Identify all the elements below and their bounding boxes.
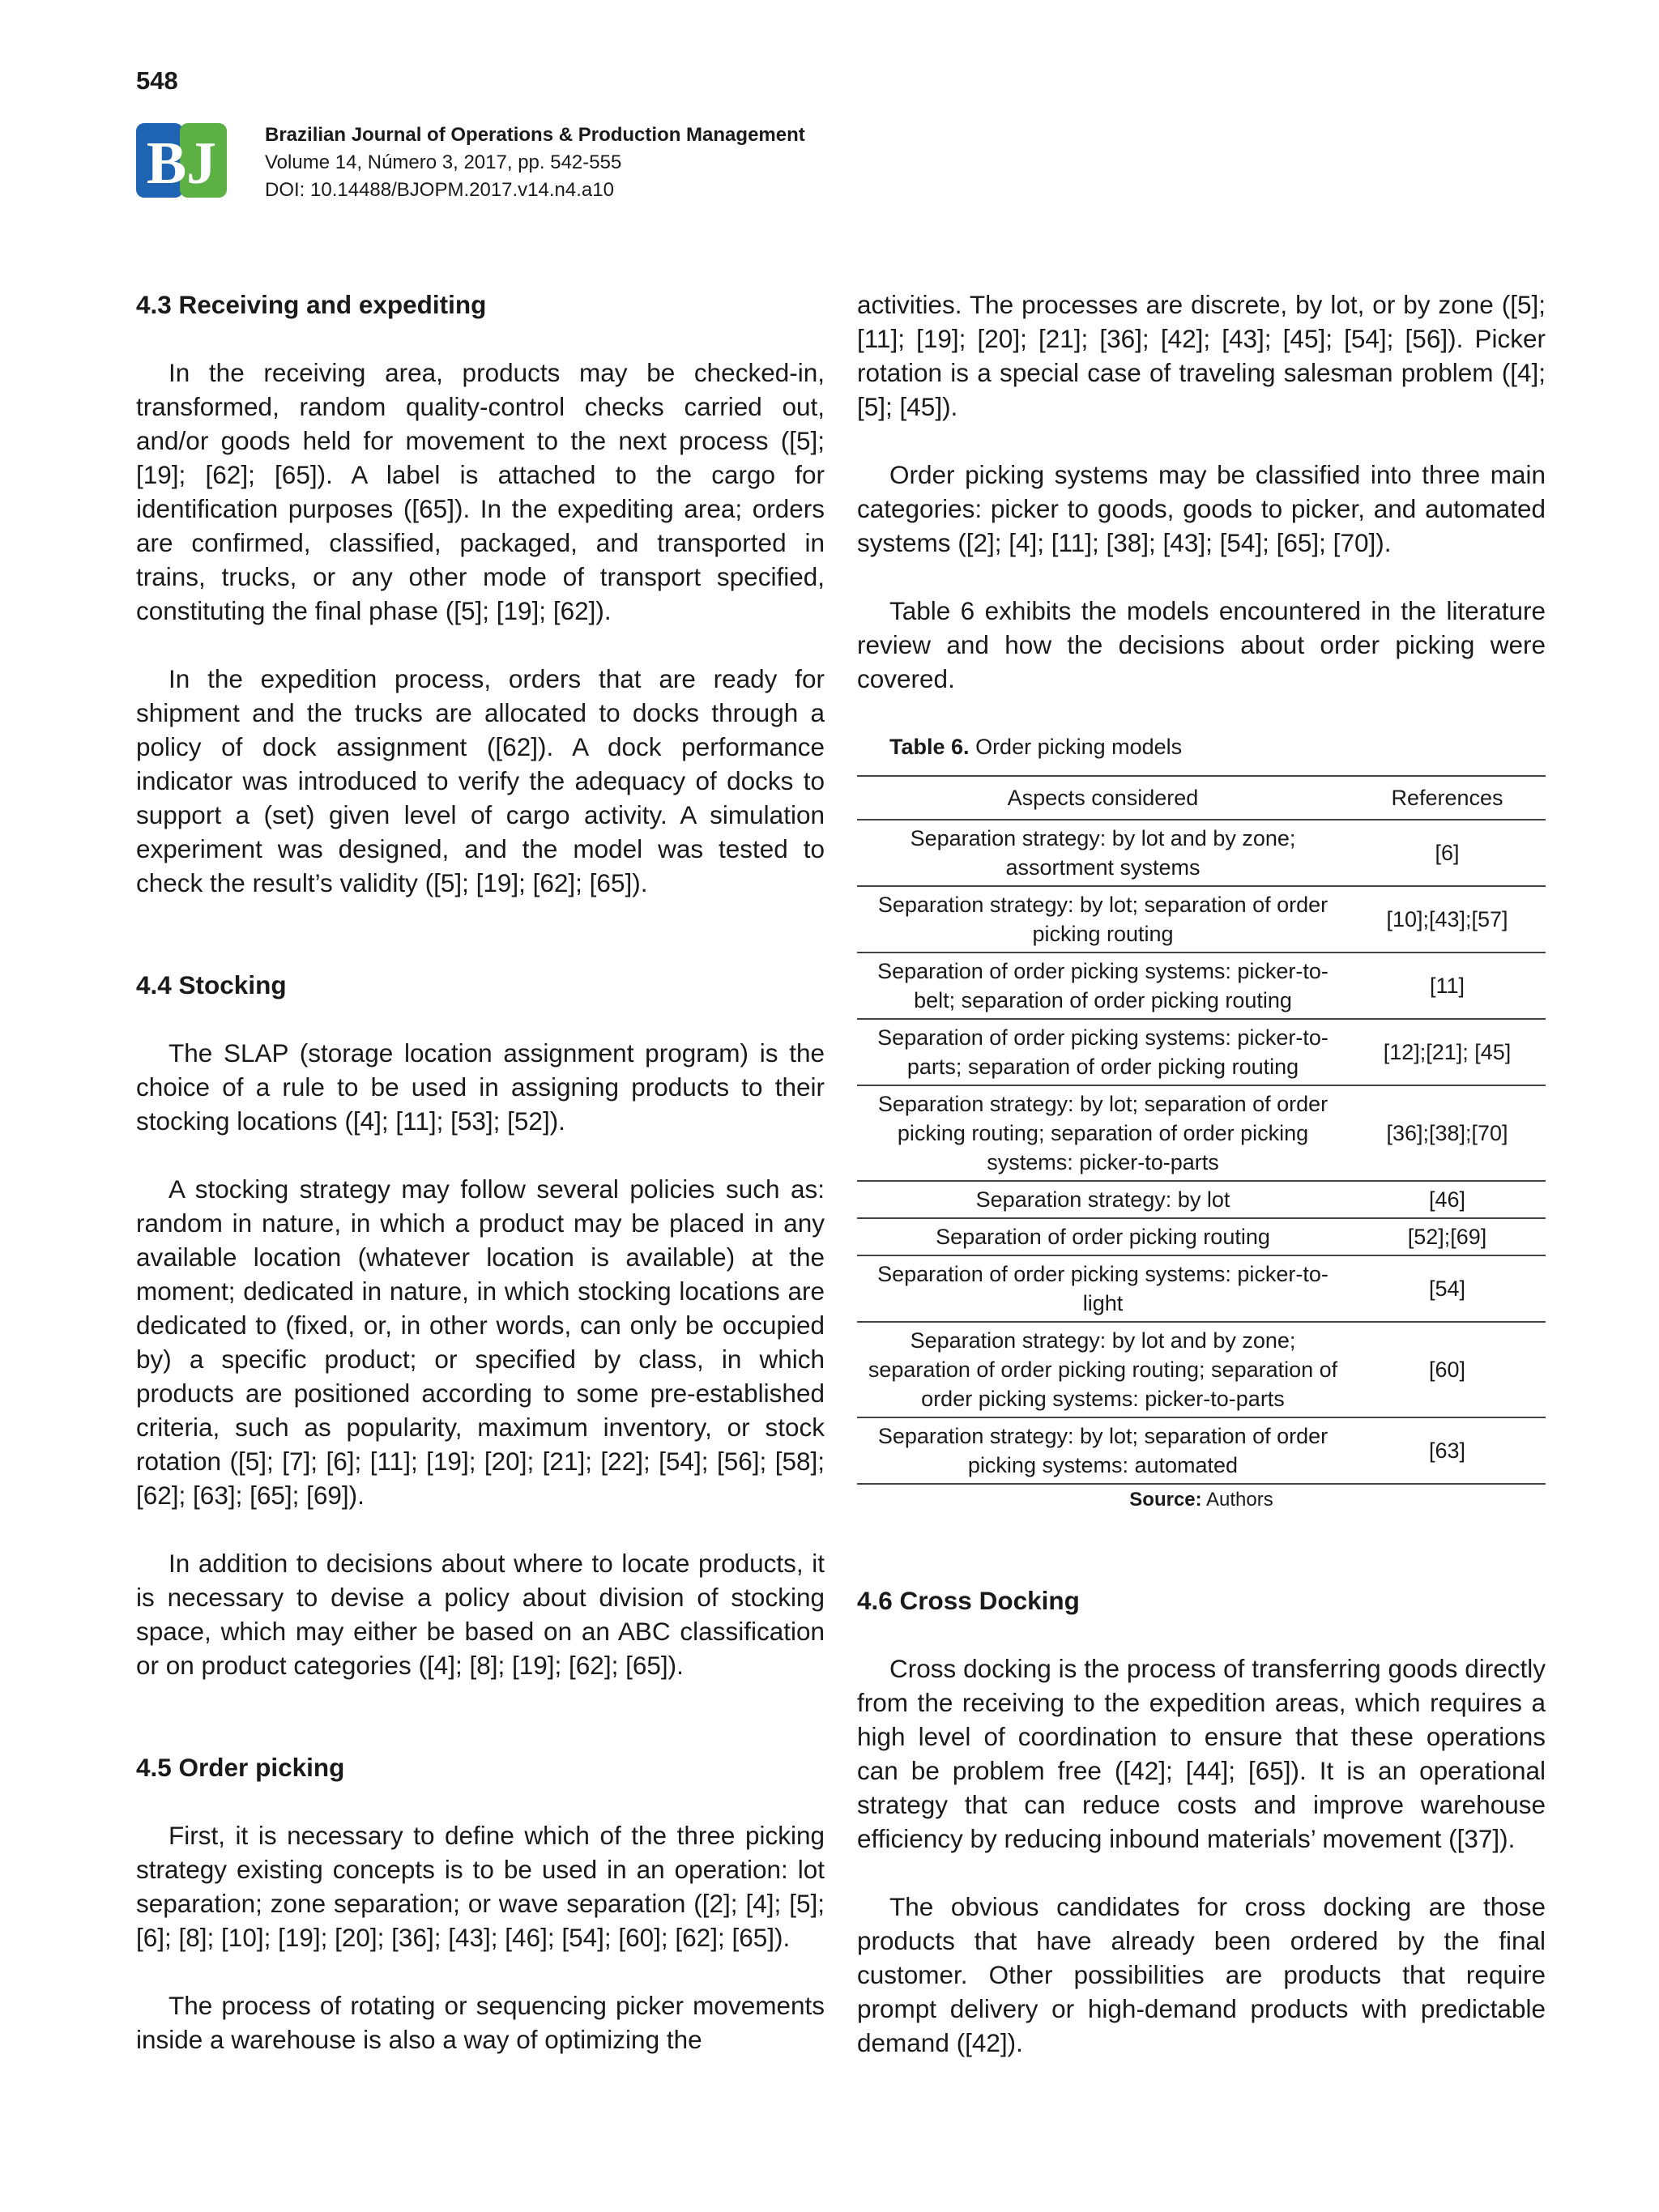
paragraph: Cross docking is the process of transferring goods directly from the receiving to the expedition areas, which requires a high level of coordination to ensure that these operations can be problem free ([42]; [44]; [65]). It is an operational strategy that can reduce costs and improve warehouse efficiency by reducing inbound materials’ movement ([37]). bbox=[857, 1654, 1546, 1853]
table-row bbox=[857, 1019, 1546, 1085]
paragraph: The obvious candidates for cross docking are those products that have already been ordered by the final customer. Other possibilities are products that require prompt delivery or high-demand products with predictable demand ([42]). bbox=[857, 1892, 1546, 2057]
table-row bbox=[857, 1322, 1546, 1417]
paragraph: The process of rotating or sequencing picker movements inside a warehouse is also a way of optimizing the bbox=[136, 1991, 825, 2054]
table-caption-label: Table 6. bbox=[889, 735, 970, 759]
aspect-cell: Separation strategy: by lot; separation of order picking routing bbox=[857, 886, 1349, 953]
right-column bbox=[857, 288, 1546, 2060]
column-header-references: References bbox=[1349, 776, 1546, 820]
references-cell: [11] bbox=[1349, 953, 1546, 1019]
table-row bbox=[857, 1085, 1546, 1181]
table-row bbox=[857, 953, 1546, 1019]
paragraph: The SLAP (storage location assignment program) is the choice of a rule to be used in assigning products to their stocking locations ([4]; [11]; [53]; [52]). bbox=[136, 1038, 825, 1136]
journal-volume: Volume 14, Número 3, 2017, pp. 542-555 bbox=[265, 151, 622, 173]
paragraph: In the receiving area, products may be checked-in, transformed, random quality-control checks carried out, and/or goods held for movement to the next process ([5]; [19]; [62]; [65]). A label is attached to the cargo for identification purposes ([65]). In the expediting area; orders are confirmed, classified, packaged, and transported in trains, trucks, or any other mode of transport specified, constituting the final phase ([5]; [19]; [62]). bbox=[136, 358, 825, 625]
references-cell: [36];[38];[70] bbox=[1349, 1085, 1546, 1181]
page-number: 548 bbox=[136, 66, 178, 95]
section-4-3-title: 4.3 Receiving and expediting bbox=[136, 290, 487, 319]
references-cell: [54] bbox=[1349, 1255, 1546, 1322]
journal-title: Brazilian Journal of Operations & Production Management bbox=[265, 124, 805, 146]
order-picking-table bbox=[857, 775, 1546, 1485]
svg-text:BJ: BJ bbox=[146, 130, 217, 197]
paragraph: Table 6 exhibits the models encountered in the literature review and how the decisions about order picking were covered. bbox=[857, 596, 1546, 693]
table-caption-text: Order picking models bbox=[975, 735, 1183, 759]
journal-info bbox=[265, 121, 805, 204]
section-4-6-title: 4.6 Cross Docking bbox=[857, 1586, 1080, 1615]
aspect-cell: Separation of order picking systems: picker-to-belt; separation of order picking routing bbox=[857, 953, 1349, 1019]
left-column bbox=[136, 288, 825, 2056]
section-4-5-title: 4.5 Order picking bbox=[136, 1753, 345, 1782]
paragraph: In addition to decisions about where to locate products, it is necessary to devise a policy about division of stocking space, which may either be based on an ABC classification or on product categories ([4]; [8]; [19]; [62]; [65]). bbox=[136, 1549, 825, 1680]
table-source bbox=[857, 1485, 1546, 1515]
aspect-cell: Separation strategy: by lot bbox=[857, 1181, 1349, 1218]
paragraph: First, it is necessary to define which of the three picking strategy existing concepts is to be used in an operation: lot separation; zone separation; or wave separation ([2]; [4]; [5]; [6]; [8]; [10]; [19]; [20]; [36]; [43]; [46]; [54]; [60]; [62]; [65]). bbox=[136, 1821, 825, 1952]
references-cell: [10];[43];[57] bbox=[1349, 886, 1546, 953]
references-cell: [63] bbox=[1349, 1417, 1546, 1484]
references-cell: [60] bbox=[1349, 1322, 1546, 1417]
table-row bbox=[857, 1181, 1546, 1218]
aspect-cell: Separation strategy: by lot and by zone; separation of order picking routing; separation of order picking systems: picker-to-parts bbox=[857, 1322, 1349, 1417]
aspect-cell: Separation of order picking systems: picker-to-light bbox=[857, 1255, 1349, 1322]
paragraph: activities. The processes are discrete, by lot, or by zone ([5]; [11]; [19]; [20]; [21]; [36]; [42]; [43]; [45]; [54]; [56]). Picker rotation is a special case of traveling salesman problem ([4]; [5]; [45]). bbox=[857, 290, 1546, 421]
table-row bbox=[857, 1255, 1546, 1322]
table-caption bbox=[857, 730, 1546, 764]
references-cell: [46] bbox=[1349, 1181, 1546, 1218]
table-row bbox=[857, 886, 1546, 953]
journal-doi: DOI: 10.14488/BJOPM.2017.v14.n4.a10 bbox=[265, 179, 614, 201]
aspect-cell: Separation strategy: by lot; separation of order picking routing; separation of order picking systems: picker-to-parts bbox=[857, 1085, 1349, 1181]
aspect-cell: Separation strategy: by lot; separation of order picking systems: automated bbox=[857, 1417, 1349, 1484]
aspect-cell: Separation of order picking routing bbox=[857, 1218, 1349, 1255]
paragraph: In the expedition process, orders that are ready for shipment and the trucks are allocated to docks through a policy of dock assignment ([62]). A dock performance indicator was introduced to verify the adequacy of docks to support a (set) given level of cargo activity. A simulation experiment was designed, and the model was tested to check the result’s validity ([5]; [19]; [62]; [65]). bbox=[136, 664, 825, 897]
references-cell: [12];[21]; [45] bbox=[1349, 1019, 1546, 1085]
source-text: Authors bbox=[1205, 1489, 1273, 1511]
aspect-cell: Separation of order picking systems: picker-to-parts; separation of order picking routing bbox=[857, 1019, 1349, 1085]
table-row bbox=[857, 820, 1546, 886]
section-4-4-title: 4.4 Stocking bbox=[136, 970, 287, 999]
table-row bbox=[857, 1417, 1546, 1484]
table-row bbox=[857, 1218, 1546, 1255]
source-label: Source: bbox=[1129, 1489, 1202, 1511]
column-header-aspects: Aspects considered bbox=[857, 776, 1349, 820]
references-cell: [6] bbox=[1349, 820, 1546, 886]
journal-logo bbox=[136, 123, 227, 198]
aspect-cell: Separation strategy: by lot and by zone; assortment systems bbox=[857, 820, 1349, 886]
paragraph: A stocking strategy may follow several policies such as: random in nature, in which a product may be placed in any available location (whatever location is available) at the moment; dedicated in nature, in which stocking locations are dedicated to (fixed, or, in other words, can only be occupied by) a specific product; or specified by class, in which products are positioned according to some pre-established criteria, such as popularity, maximum inventory, or stock rotation ([5]; [7]; [6]; [11]; [19]; [20]; [21]; [22]; [54]; [56]; [58]; [62]; [63]; [65]; [69]). bbox=[136, 1174, 825, 1510]
references-cell: [52];[69] bbox=[1349, 1218, 1546, 1255]
paragraph: Order picking systems may be classified into three main categories: picker to goods, goods to picker, and automated systems ([2]; [4]; [11]; [38]; [43]; [54]; [65]; [70]). bbox=[857, 460, 1546, 557]
